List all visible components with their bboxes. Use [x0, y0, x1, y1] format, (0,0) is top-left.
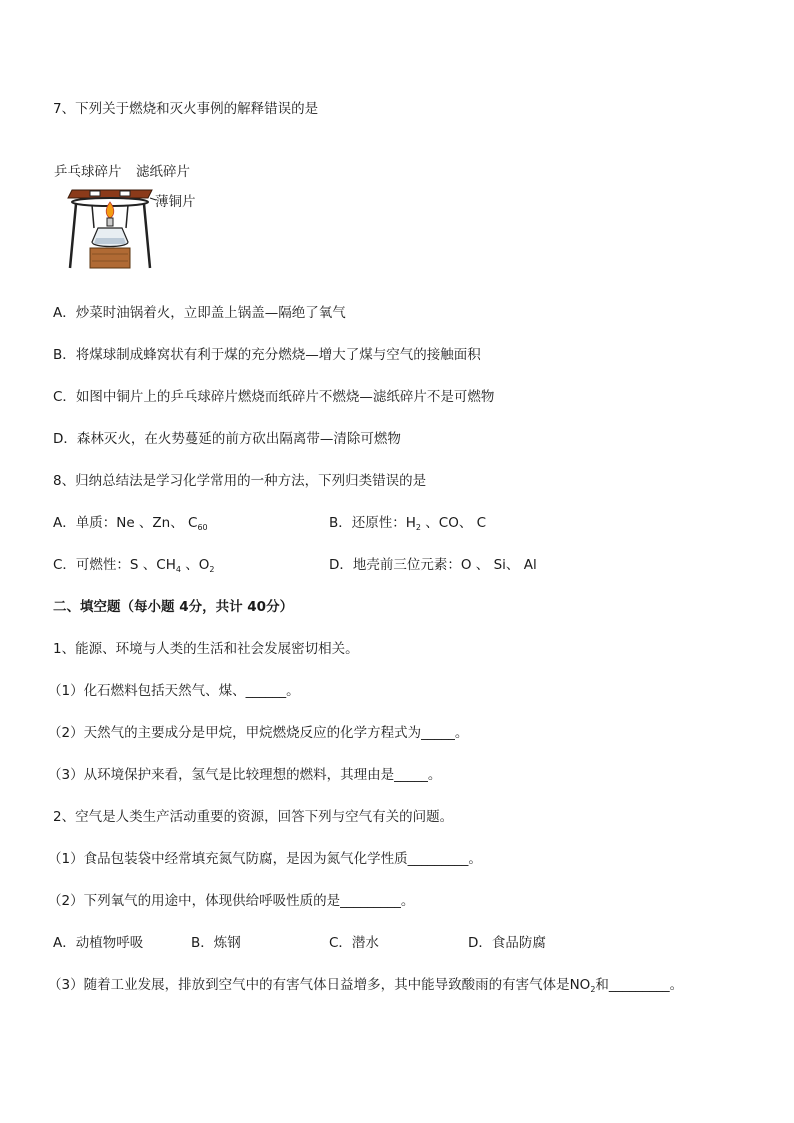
pingpong-fragment [90, 191, 100, 196]
q7-option-c: C．如图中铜片上的乒乓球碎片燃烧而纸碎片不燃烧—滤纸碎片不是可燃物 [53, 389, 495, 405]
f1-part3: （3）从环境保护来看，氢气是比较理想的燃料，其理由是_____。 [48, 767, 442, 783]
f1-stem: 1、能源、环境与人类的生活和社会发展密切相关。 [53, 641, 359, 657]
q8-option-c: C．可燃性：S 、$CH_4$ 、$O_2$ [53, 557, 215, 574]
tripod-leg [70, 204, 76, 268]
f2-stem: 2、空气是人类生产活动重要的资源，回答下列与空气有关的问题。 [53, 809, 454, 825]
filter-paper-label: 滤纸碎片 [136, 164, 190, 180]
f2-option-c: C．潜水 [329, 935, 379, 951]
f1-part1: （1）化石燃料包括天然气、煤、______。 [48, 683, 300, 699]
flame [106, 202, 114, 218]
wooden-block [90, 248, 130, 268]
f2-part1: （1）食品包装袋中经常填充氮气防腐，是因为氮气化学性质_________。 [48, 851, 482, 867]
f2-option-a: A．动植物呼吸 [53, 935, 144, 951]
q8-option-a: A．单质：Ne 、Zn、 $C_{60}$ [53, 515, 208, 532]
burning-experiment-figure [54, 158, 224, 274]
f2-option-b: B．炼钢 [191, 935, 241, 951]
q8-option-b: B．还原性：$H_2$ 、CO、 C [329, 515, 487, 532]
apparatus-illustration [54, 158, 224, 274]
tripod-leg [144, 204, 150, 268]
q7-option-a: A．炒菜时油锅着火，立即盖上锅盖—隔绝了氧气 [53, 305, 346, 321]
q8-stem: 8、归纳总结法是学习化学常用的一种方法，下列归类错误的是 [53, 473, 427, 489]
q7-option-b: B．将煤球制成蜂窝状有利于煤的充分燃烧—增大了煤与空气的接触面积 [53, 347, 481, 363]
f1-part2: （2）天然气的主要成分是甲烷，甲烷燃烧反应的化学方程式为_____。 [48, 725, 469, 741]
q8-option-d: D．地壳前三位元素：O 、 Si、 Al [329, 557, 537, 573]
f2-part2: （2）下列氧气的用途中，体现供给呼吸性质的是_________。 [48, 893, 415, 909]
q7-option-d: D．森林灭火，在火势蔓延的前方砍出隔离带—清除可燃物 [53, 431, 401, 447]
copper-plate [68, 190, 152, 198]
q7-stem: 7、下列关于燃烧和灭火事例的解释错误的是 [53, 101, 319, 117]
pingpong-label: 乒乓球碎片 [54, 164, 122, 180]
filter-fragment [120, 191, 130, 196]
f2-option-d: D．食品防腐 [468, 935, 546, 951]
copper-label: 薄铜片 [155, 194, 196, 210]
f2-part3: （3）随着工业发展，排放到空气中的有害气体日益增多，其中能导致酸雨的有害气体是$NO_2$和_________。 [48, 977, 684, 994]
section-heading: 二、填空题（每小题 4分，共计 40分） [53, 599, 294, 615]
